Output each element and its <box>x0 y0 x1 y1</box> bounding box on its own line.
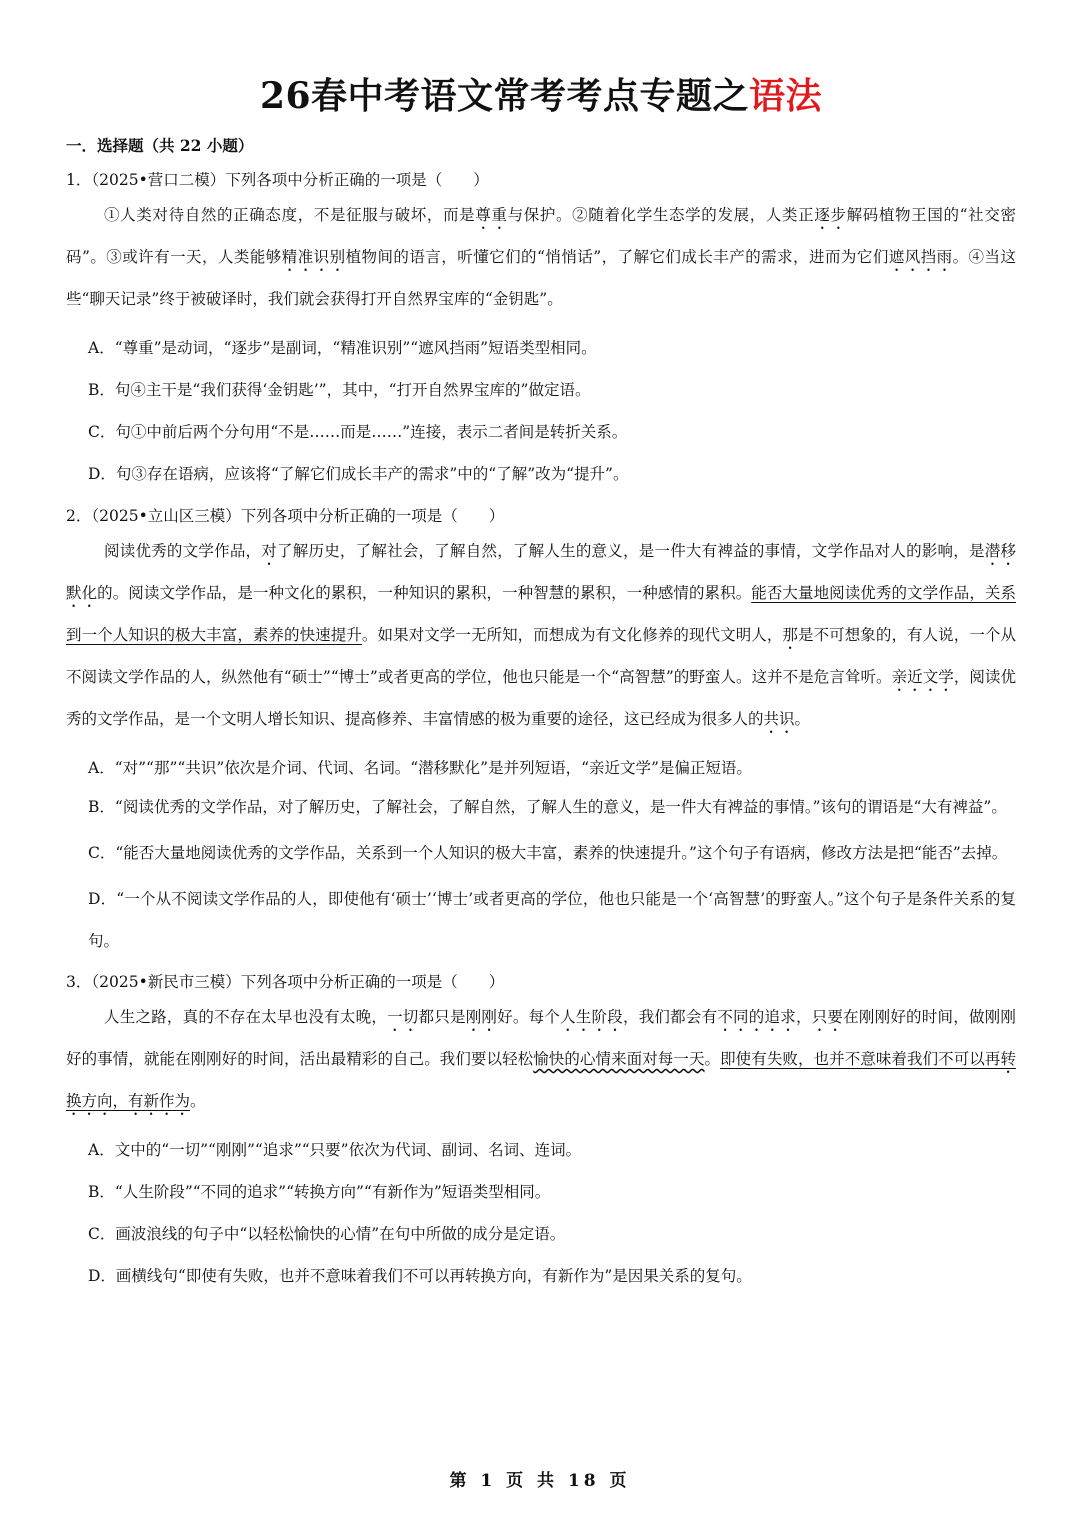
option-b: B．“人生阶段”“不同的追求”“转换方向”“有新作为”短语类型相同。 <box>88 1183 551 1201</box>
question-3-header <box>66 968 1016 996</box>
dotted-word: 对 <box>261 542 278 560</box>
dotted-word: 潜移默化 <box>66 542 1016 602</box>
dotted-word: 那 <box>782 626 798 644</box>
question-number: 1． <box>66 171 92 189</box>
dotted-word: 不同的追求 <box>717 1008 796 1026</box>
question-1-header <box>66 166 1016 194</box>
underlined-sentence: 即使有失败，也并不意味着我们不可以再 <box>720 1050 1001 1068</box>
question-1-passage: ①人类对待自然的正确态度，不是征服与破坏，而是尊重与保护。②随着化学生态学的发展，人类正逐步解码植物王国的“社交密码”。③或许有一天，人类能够精准识别植物间的语言，听懂它们的“悄悄话”，了解它们成长丰产的需求，进而为它们遮风挡雨。④当这些“聊天记录”终于被破译时，我们就会获得打开自然界宝库的“金钥匙”。 <box>66 206 1016 308</box>
question-number: 3． <box>66 973 92 991</box>
section-heading: 一．选择题（共 22 小题） <box>66 136 254 155</box>
dotted-word: 只要 <box>811 1008 844 1026</box>
dotted-word: 亲近文学 <box>891 668 954 686</box>
option-c: C．“能否大量地阅读优秀的文学作品，关系到一个人知识的极大丰富，素养的快速提升。”这个句子有语病，修改方法是把“能否”去掉。 <box>88 844 1008 862</box>
page-title <box>66 74 1016 118</box>
option-a: A．文中的“一切”“刚刚”“追求”“只要”依次为代词、副词、名词、连词。 <box>88 1141 582 1159</box>
question-source: （2025•营口二模） <box>91 171 226 189</box>
option-a: A．“尊重”是动词，“逐步”是副词，“精准识别”“遮风挡雨”短语类型相同。 <box>88 339 597 357</box>
title-main: 26春中考语文常考考点专题之 <box>259 75 750 117</box>
option-d: D．“一个从不阅读文学作品的人，即使他有‘硕士’‘博士’或者更高的学位，他也只能是一个‘高智慧’的野蛮人。”这个句子是条件关系的复句。 <box>88 890 1016 950</box>
option-d: D．句③存在语病，应该将“了解它们成长丰产的需求”中的“了解”改为“提升”。 <box>88 465 629 483</box>
question-stem: 下列各项中分析正确的一项是（ ） <box>240 973 505 991</box>
title-highlight: 语法 <box>749 75 823 117</box>
option-c: C．句①中前后两个分句用“不是……而是……”连接，表示二者间是转折关系。 <box>88 423 628 441</box>
question-3-passage: 人生之路，真的不存在太早也没有太晚，一切都只是刚刚好。每个人生阶段，我们都会有不同的追求，只要在刚刚好的时间，做刚刚好的事情，就能在刚刚好的时间，活出最精彩的自己。我们要以轻松愉快的心情来面对每一天。即使有失败，也并不意味着我们不可以再转换方向，有新作为。 <box>66 1008 1016 1110</box>
question-source: （2025•新民市三模） <box>91 973 241 991</box>
dotted-word: 遮风挡雨 <box>888 248 953 266</box>
dotted-word: 一切 <box>387 1008 419 1026</box>
option-c: C．画波浪线的句子中“以轻松愉快的心情”在句中所做的成分是定语。 <box>88 1225 566 1243</box>
option-b: B．句④主干是“我们获得‘金钥匙’”，其中，“打开自然界宝库的”做定语。 <box>88 381 591 399</box>
option-d: D．画横线句“即使有失败，也并不意味着我们不可以再转换方向，有新作为”是因果关系的复句。 <box>88 1267 752 1285</box>
question-2-header <box>66 502 1016 530</box>
question-2-passage: 阅读优秀的文学作品，对了解历史，了解社会，了解自然，了解人生的意义，是一件大有裨益的事情，文学作品对人的影响，是潜移默化的。阅读文学作品，是一种文化的累积，一种知识的累积，一种智慧的累积，一种感情的累积。能否大量地阅读优秀的文学作品，关系到一个人知识的极大丰富，素养的快速提升。如果对文学一无所知，而想成为有文化修养的现代文明人，那是不可想象的，有人说，一个从不阅读文学作品的人，纵然他有“硕士”“博士”或者更高的学位，他也只能是一个“高智慧”的野蛮人。这并不是危言耸听。亲近文学，阅读优秀的文学作品，是一个文明人增长知识、提高修养、丰富情感的极为重要的途径，这已经成为很多人的共识。 <box>66 542 1016 728</box>
dotted-word: 有新作为 <box>128 1092 191 1110</box>
option-b: B．“阅读优秀的文学作品，对了解历史，了解社会，了解自然，了解人生的意义，是一件大有裨益的事情。”该句的谓语是“大有裨益”。 <box>88 798 1007 816</box>
wavy-underlined-sentence: 愉快的心情来面对每一天 <box>533 1050 705 1068</box>
dotted-word: 共识 <box>763 710 795 728</box>
question-source: （2025•立山区三模） <box>91 507 241 525</box>
dotted-word: 逐步 <box>814 206 847 224</box>
page-footer: 第 1 页 共 18 页 <box>449 1471 631 1491</box>
underlined-sentence: 能否大量地阅读优秀的文学作品，关系到一个人知识的极大丰富，素养的快速提升 <box>66 584 1016 644</box>
question-number: 2． <box>66 507 92 525</box>
option-a: A．“对”“那”“共识”依次是介词、代词、名词。“潜移默化”是并列短语，“亲近文学”是偏正短语。 <box>88 759 752 777</box>
dotted-word: 转换方向 <box>66 1050 1016 1110</box>
document-page <box>66 0 1016 1290</box>
dotted-word: 精准识别 <box>281 248 346 266</box>
question-stem: 下列各项中分析正确的一项是（ ） <box>240 507 505 525</box>
dotted-word: 尊重 <box>475 206 508 224</box>
question-stem: 下列各项中分析正确的一项是（ ） <box>225 171 489 189</box>
dotted-word: 刚刚 <box>465 1008 498 1026</box>
dotted-word: 人生阶段 <box>560 1008 623 1026</box>
